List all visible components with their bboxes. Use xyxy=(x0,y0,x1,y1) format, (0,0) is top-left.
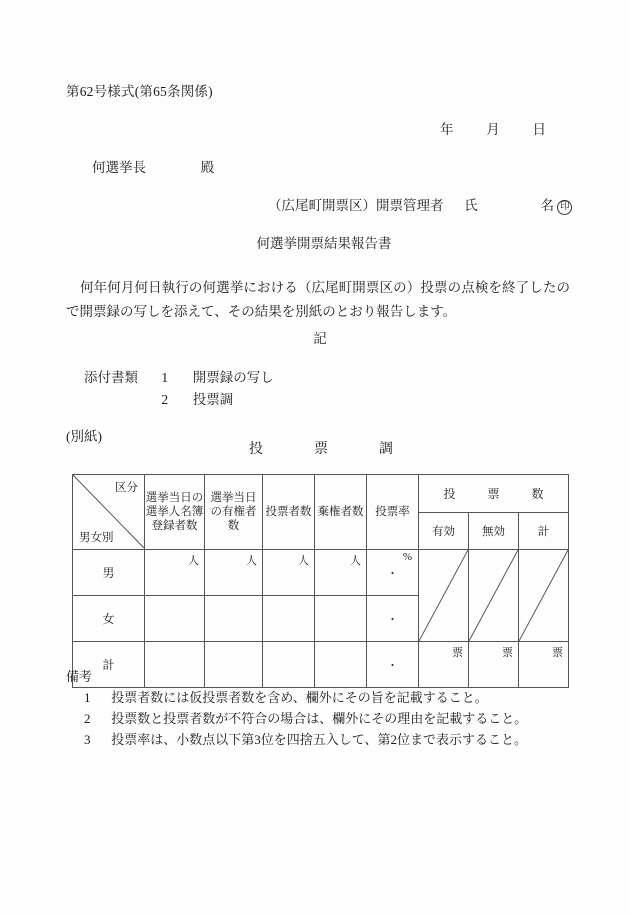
column-header-invalid: 無効 xyxy=(469,512,519,550)
attachments-block xyxy=(84,367,274,411)
body-paragraph: 何年何月何日執行の何選挙における（広尾町開票区の）投票の点検を終了したので開票録の写しを添えて、その結果を別紙のとおり報告します。 xyxy=(66,280,570,319)
column-header-valid: 有効 xyxy=(419,512,469,550)
note-item xyxy=(66,729,527,750)
column-header-vote-total: 計 xyxy=(519,512,569,550)
note-item xyxy=(66,708,527,729)
cell-female-registered xyxy=(145,596,205,642)
cell-vote-total-struck xyxy=(519,550,569,642)
addressee-honorific: 殿 xyxy=(200,160,215,175)
cell-male-turnout-rate xyxy=(367,550,419,596)
unit-label-people: 人 xyxy=(298,555,309,567)
cell-male-registered xyxy=(145,550,205,596)
notes-block xyxy=(66,666,527,750)
table-header-row-1 xyxy=(73,475,569,513)
strikethrough-diagonal-icon xyxy=(419,550,468,641)
column-header-eligible: 選挙当日の有権者数 xyxy=(205,475,263,550)
attachment-text-2: 投票調 xyxy=(192,392,234,407)
corner-top-right-label: 区分 xyxy=(115,482,138,494)
table-caption-char-3: 調 xyxy=(379,442,393,457)
note-number-1: 1 xyxy=(84,690,91,705)
signer-line xyxy=(268,194,572,215)
vote-tally-table xyxy=(72,474,569,688)
column-header-abstainers: 棄権者数 xyxy=(315,475,367,550)
note-item xyxy=(66,687,527,708)
vote-group-char-2: 票 xyxy=(487,486,500,501)
appendix-label: (別紙) xyxy=(66,429,102,444)
column-group-header-votes xyxy=(419,475,569,513)
table-caption-char-1: 投 xyxy=(249,442,263,457)
table-caption xyxy=(0,438,630,458)
page-title: 何選挙開票結果報告書 xyxy=(256,236,392,251)
strikethrough-diagonal-icon xyxy=(519,550,568,641)
vote-group-char-3: 数 xyxy=(531,486,544,501)
vote-tally-table-wrapper xyxy=(72,474,568,688)
unit-label-votes: 票 xyxy=(552,647,564,659)
row-label-male: 男 xyxy=(73,550,145,596)
attachment-text-1: 開票録の写し xyxy=(192,370,274,385)
unit-label-people: 人 xyxy=(188,555,199,567)
note-text-2: 投票数と投票者数が不符合の場合は、欄外にその理由を記載すること。 xyxy=(111,711,528,726)
ki-mark: 記 xyxy=(313,331,327,346)
row-label-female: 女 xyxy=(73,596,145,642)
decimal-dot-marker: ・ xyxy=(387,567,398,580)
note-number-3: 3 xyxy=(84,732,91,747)
addressee-name: 何選挙長 xyxy=(92,160,146,175)
unit-label-people: 人 xyxy=(246,555,257,567)
corner-bottom-left-label: 男女別 xyxy=(79,532,114,544)
date-year: 年 xyxy=(440,122,454,137)
column-header-turnout-rate: 投票率 xyxy=(367,475,419,550)
strikethrough-diagonal-icon xyxy=(469,550,518,641)
corner-header-cell xyxy=(73,475,145,550)
cell-female-voters xyxy=(263,596,315,642)
table-caption-char-2: 票 xyxy=(314,442,328,457)
cell-female-eligible xyxy=(205,596,263,642)
unit-label-votes: 票 xyxy=(502,647,513,659)
cell-male-eligible xyxy=(205,550,263,596)
row-label-total: 計 xyxy=(73,642,145,688)
date-line xyxy=(440,118,546,138)
signer-district: （広尾町開票区）開票管理者 xyxy=(268,198,444,213)
attachment-item-1 xyxy=(84,367,274,389)
unit-label-votes: 票 xyxy=(452,647,463,659)
signer-surname-label: 氏 xyxy=(464,198,478,213)
cell-valid-votes-struck xyxy=(419,550,469,642)
unit-label-percent: % xyxy=(402,551,412,563)
attachments-label: 添付書類 xyxy=(84,370,138,385)
column-header-voters: 投票者数 xyxy=(263,475,315,550)
date-month: 月 xyxy=(486,122,500,137)
decimal-dot-marker: ・ xyxy=(387,659,398,672)
attachment-number-2: 2 xyxy=(161,392,169,407)
column-header-registered: 選挙当日の選挙人名簿登録者数 xyxy=(145,475,205,550)
seal-icon: 印 xyxy=(557,200,572,215)
note-number-2: 2 xyxy=(84,711,91,726)
vote-group-char-1: 投 xyxy=(443,486,456,501)
note-text-1: 投票者数には仮投票者数を含め、欄外にその旨を記載すること。 xyxy=(111,690,488,705)
addressee-line xyxy=(92,156,214,176)
attachment-item-2 xyxy=(84,389,274,411)
cell-male-voters xyxy=(263,550,315,596)
cell-female-turnout-rate xyxy=(367,596,419,642)
form-number: 第62号様式(第65条関係) xyxy=(66,84,213,99)
notes-title: 備考 xyxy=(66,669,93,684)
cell-invalid-votes-struck xyxy=(469,550,519,642)
unit-label-people: 人 xyxy=(350,555,361,567)
attachment-number-1: 1 xyxy=(161,370,169,385)
cell-male-abstainers xyxy=(315,550,367,596)
note-text-3: 投票率は、小数点以下第3位を四捨五入して、第2位まで表示すること。 xyxy=(111,732,527,747)
table-row xyxy=(73,550,569,596)
cell-female-abstainers xyxy=(315,596,367,642)
decimal-dot-marker: ・ xyxy=(387,613,398,626)
date-day: 日 xyxy=(532,122,546,137)
signer-given-label: 名 xyxy=(540,198,554,213)
